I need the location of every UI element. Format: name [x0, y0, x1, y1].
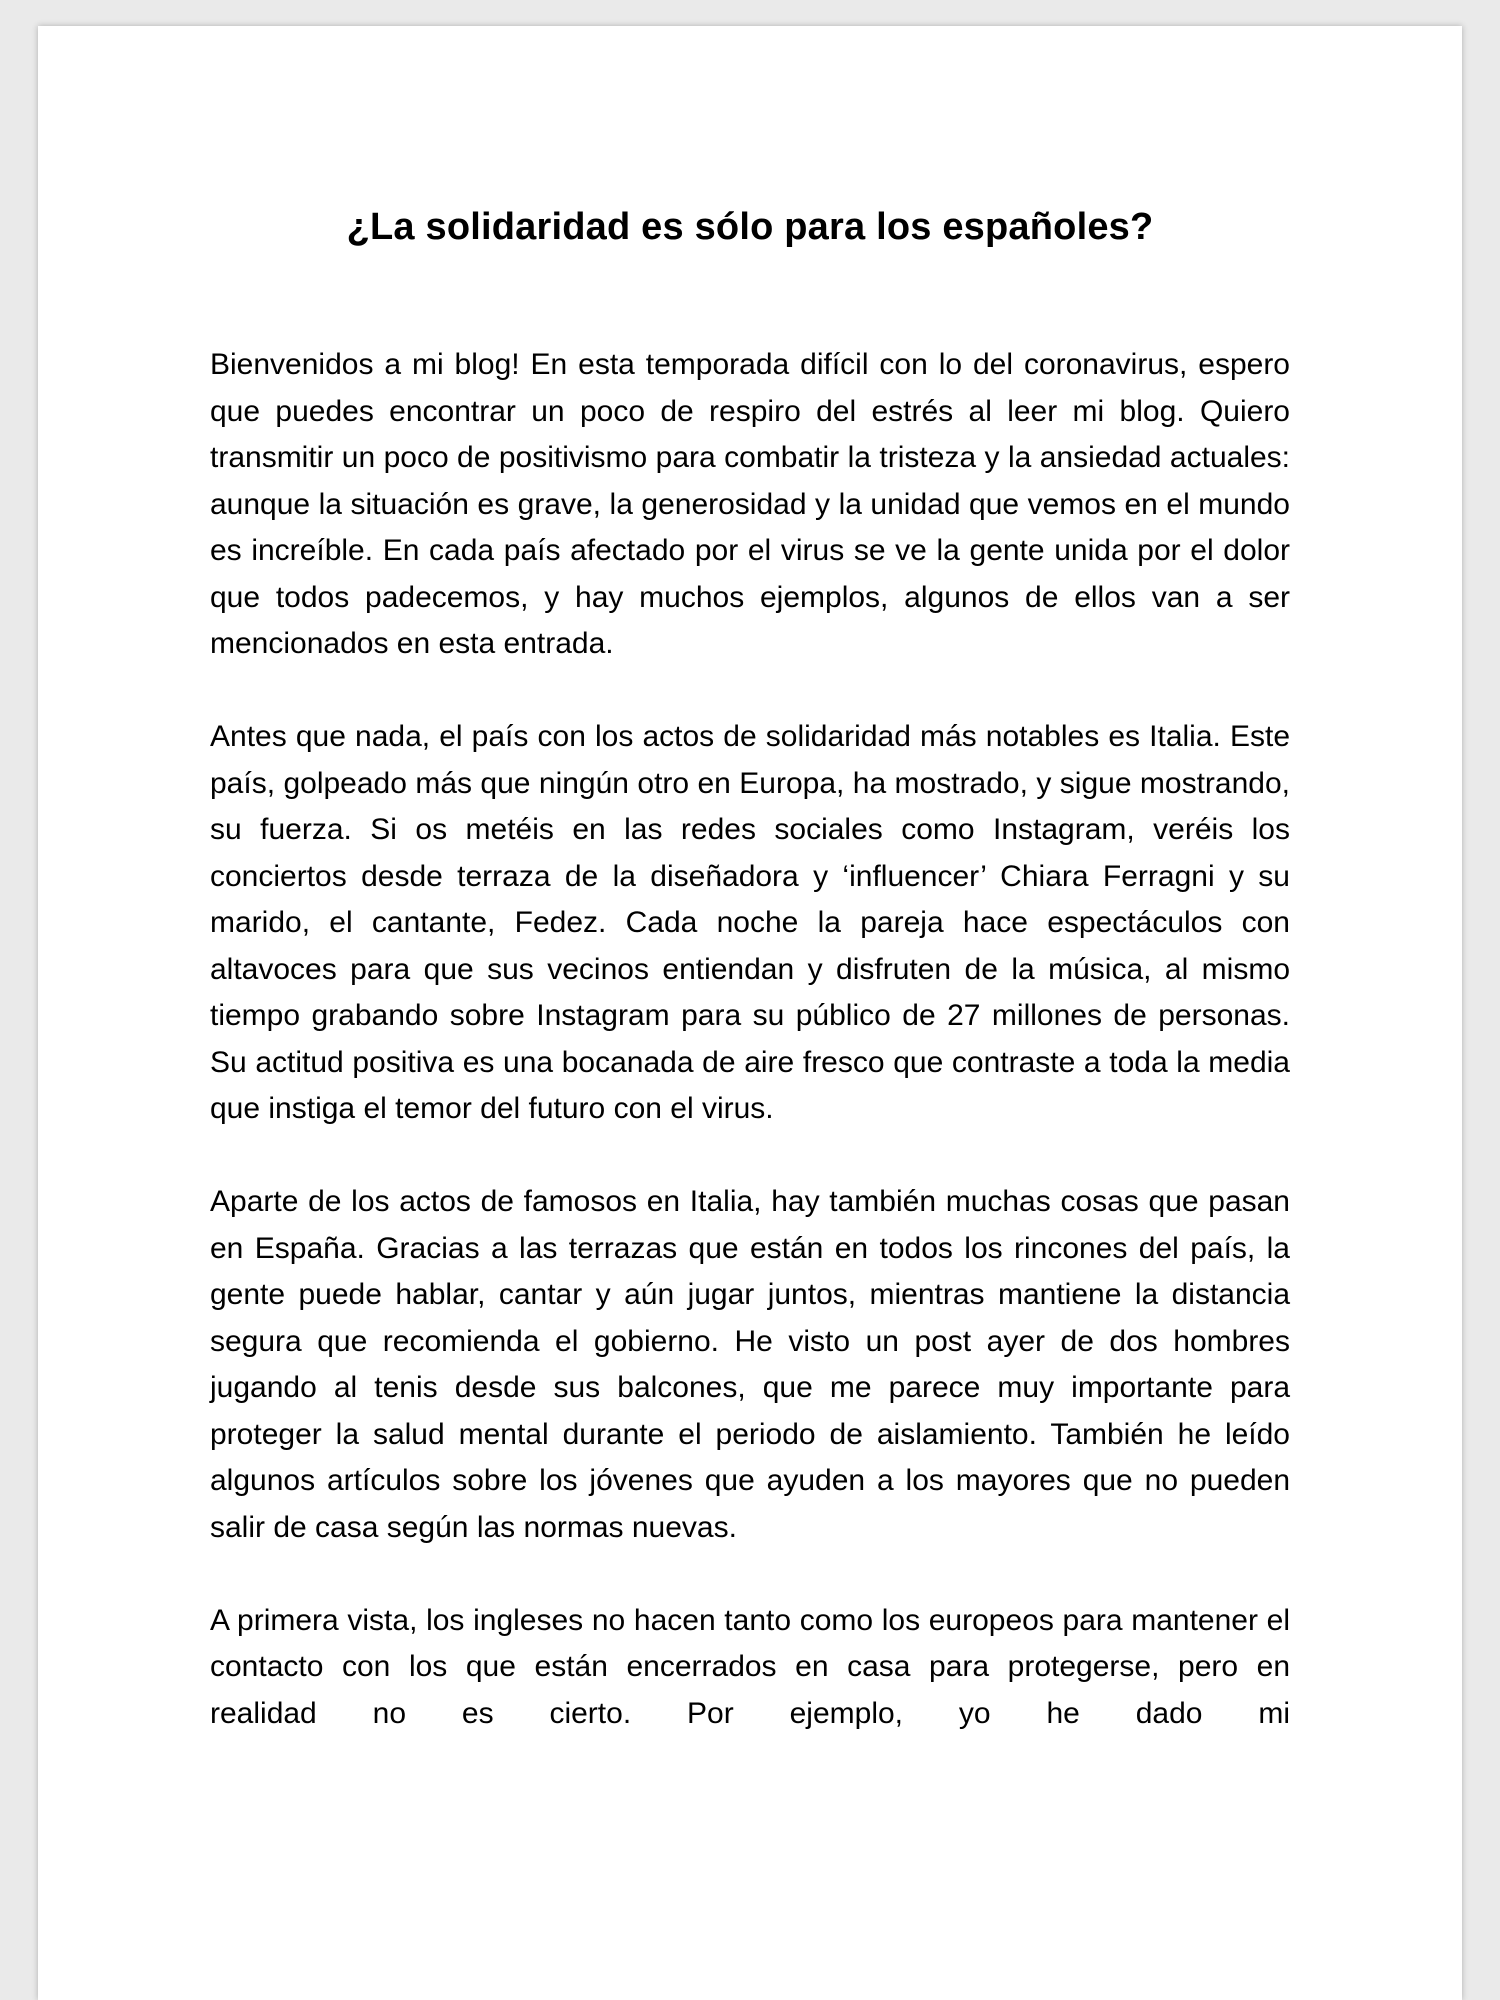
document-page — [38, 26, 1462, 2000]
page-title: ¿La solidaridad es sólo para los españoles? — [346, 206, 1154, 248]
paragraph-italy: Antes que nada, el país con los actos de solidaridad más notables es Italia. Este país, golpeado más que ningún otro en Europa, ha mostrado, y sigue mostrando, su fuerza. Si os metéis en las redes sociales como Instagram, veréis los conciertos desde terraza de la diseñadora y ‘influencer’ Chiara Ferragni y su marido, el cantante, Fedez. Cada noche la pareja hace espectáculos con altavoces para que sus vecinos entiendan y disfruten de la música, al mismo tiempo grabando sobre Instagram para su público de 27 millones de personas. Su actitud positiva es una bocanada de aire fresco que contraste a toda la media que instiga el temor del futuro con el virus. — [210, 720, 1290, 1125]
paragraph-spain: Aparte de los actos de famosos en Italia, hay también muchas cosas que pasan en España. Gracias a las terrazas que están en todos los rincones del país, la gente puede hablar, cantar y aún jugar juntos, mientras mantiene la distancia segura que recomienda el gobierno. He visto un post ayer de dos hombres jugando al tenis desde sus balcones, que me parece muy importante para proteger la salud mental durante el periodo de aislamiento. También he leído algunos artículos sobre los jóvenes que ayuden a los mayores que no pueden salir de casa según las normas nuevas. — [210, 1185, 1290, 1544]
document-body — [210, 342, 1290, 1737]
paragraph-intro: Bienvenidos a mi blog! En esta temporada difícil con lo del coronavirus, espero que puedes encontrar un poco de respiro del estrés al leer mi blog. Quiero transmitir un poco de positivismo para combatir la tristeza y la ansiedad actuales: aunque la situación es grave, la generosidad y la unidad que vemos en el mundo es increíble. En cada país afectado por el virus se ve la gente unida por el dolor que todos padecemos, y hay muchos ejemplos, algunos de ellos van a ser mencionados en esta entrada. — [210, 348, 1290, 660]
paragraph-england: A primera vista, los ingleses no hacen tanto como los europeos para mantener el contacto con los que están encerrados en casa para protegerse, pero en realidad no es cierto. Por ejemplo, yo he dado mi — [210, 1603, 1290, 1730]
